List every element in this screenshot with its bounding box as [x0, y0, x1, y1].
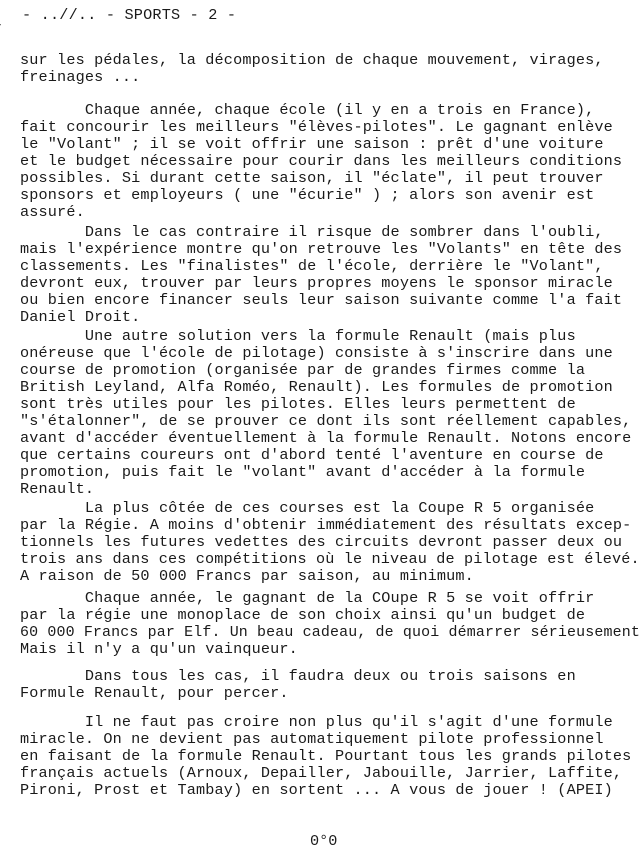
text-line: Il ne faut pas croire non plus qu'il s'agit d'une formule — [20, 713, 613, 731]
text-line: fait concourir les meilleurs "élèves-pilotes". Le gagnant enlève — [20, 118, 613, 136]
text-line: promotion, puis fait le "volant" avant d'accéder à la formule — [20, 463, 586, 481]
text-line: miracle. On ne devient pas automatiquement pilote professionnel — [20, 730, 604, 748]
page-header: - ..//.. - SPORTS - 2 - — [22, 6, 237, 24]
text-line: par la Régie. A moins d'obtenir immédiatement des résultats excep- — [20, 516, 632, 534]
margin-mark — [0, 24, 15, 44]
text-line: assuré. — [20, 203, 85, 221]
text-line: et le budget nécessaire pour courir dans les meilleurs conditions — [20, 152, 623, 170]
text-line: Dans le cas contraire il risque de sombrer dans l'oubli, — [20, 223, 604, 241]
text-line: tionnels les futures vedettes des circuits devront passer deux ou — [20, 533, 623, 551]
text-line: Mais il n'y a qu'un vainqueur. — [20, 640, 298, 658]
text-line: sont très utiles pour les pilotes. Elles leurs permettent de — [20, 395, 576, 413]
text-line: Daniel Droit. — [20, 308, 141, 326]
text-line: "s'étalonner", de se prouver ce dont ils sont réellement capables, — [20, 412, 632, 430]
text-line: possibles. Si durant cette saison, il "éclate", il peut trouver — [20, 169, 604, 187]
text-line: sponsors et employeurs ( une "écurie" ) ; alors son avenir est — [20, 186, 595, 204]
text-line: A raison de 50 000 Francs par saison, au minimum. — [20, 567, 474, 585]
text-line: Une autre solution vers la formule Renault (mais plus — [20, 327, 576, 345]
text-line: en faisant de la formule Renault. Pourtant tous les grands pilotes — [20, 747, 632, 765]
text-line: Chaque année, le gagnant de la COupe R 5 se voit offrir — [20, 589, 595, 607]
text-line: trois ans dans ces compétitions où le niveau de pilotage est élevé. — [20, 550, 640, 568]
text-line: Chaque année, chaque école (il y en a trois en France), — [20, 101, 595, 119]
text-line: que certains coureurs ont d'abord tenté l'aventure en course de — [20, 446, 604, 464]
text-line: le "Volant" ; il se voit offrir une saison : prêt d'une voiture — [20, 135, 604, 153]
text-line: Dans tous les cas, il faudra deux ou trois saisons en — [20, 667, 576, 685]
text-line: course de promotion (organisée par de grandes firmes comme la — [20, 361, 586, 379]
text-line: ou bien encore financer seuls leur saison suivante comme l'a fait — [20, 291, 623, 309]
text-line: par la régie une monoplace de son choix ainsi qu'un budget de — [20, 606, 586, 624]
text-line: Pironi, Prost et Tambay) en sortent ... A vous de jouer ! (APEI) — [20, 781, 613, 799]
text-line: classements. Les "finalistes" de l'école, derrière le "Volant", — [20, 257, 604, 275]
text-line: sur les pédales, la décomposition de chaque mouvement, virages, — [20, 51, 604, 69]
text-line: British Leyland, Alfa Roméo, Renault). Les formules de promotion — [20, 378, 613, 396]
text-line: freinages ... — [20, 68, 141, 86]
page-footer: 0°0 — [310, 832, 338, 850]
text-line: mais l'expérience montre qu'on retrouve les "Volants" en tête des — [20, 240, 623, 258]
text-line: 60 000 Francs par Elf. Un beau cadeau, de quoi démarrer sérieusement — [20, 623, 640, 641]
text-line: français actuels (Arnoux, Depailler, Jabouille, Jarrier, Laffite, — [20, 764, 623, 782]
text-line: Renault. — [20, 480, 95, 498]
text-line: devront eux, trouver par leurs propres moyens le sponsor miracle — [20, 274, 613, 292]
text-line: Formule Renault, pour percer. — [20, 684, 289, 702]
text-line: onéreuse que l'école de pilotage) consiste à s'inscrire dans une — [20, 344, 613, 362]
text-line: avant d'accéder éventuellement à la formule Renault. Notons encore — [20, 429, 632, 447]
text-line: La plus côtée de ces courses est la Coupe R 5 organisée — [20, 499, 595, 517]
